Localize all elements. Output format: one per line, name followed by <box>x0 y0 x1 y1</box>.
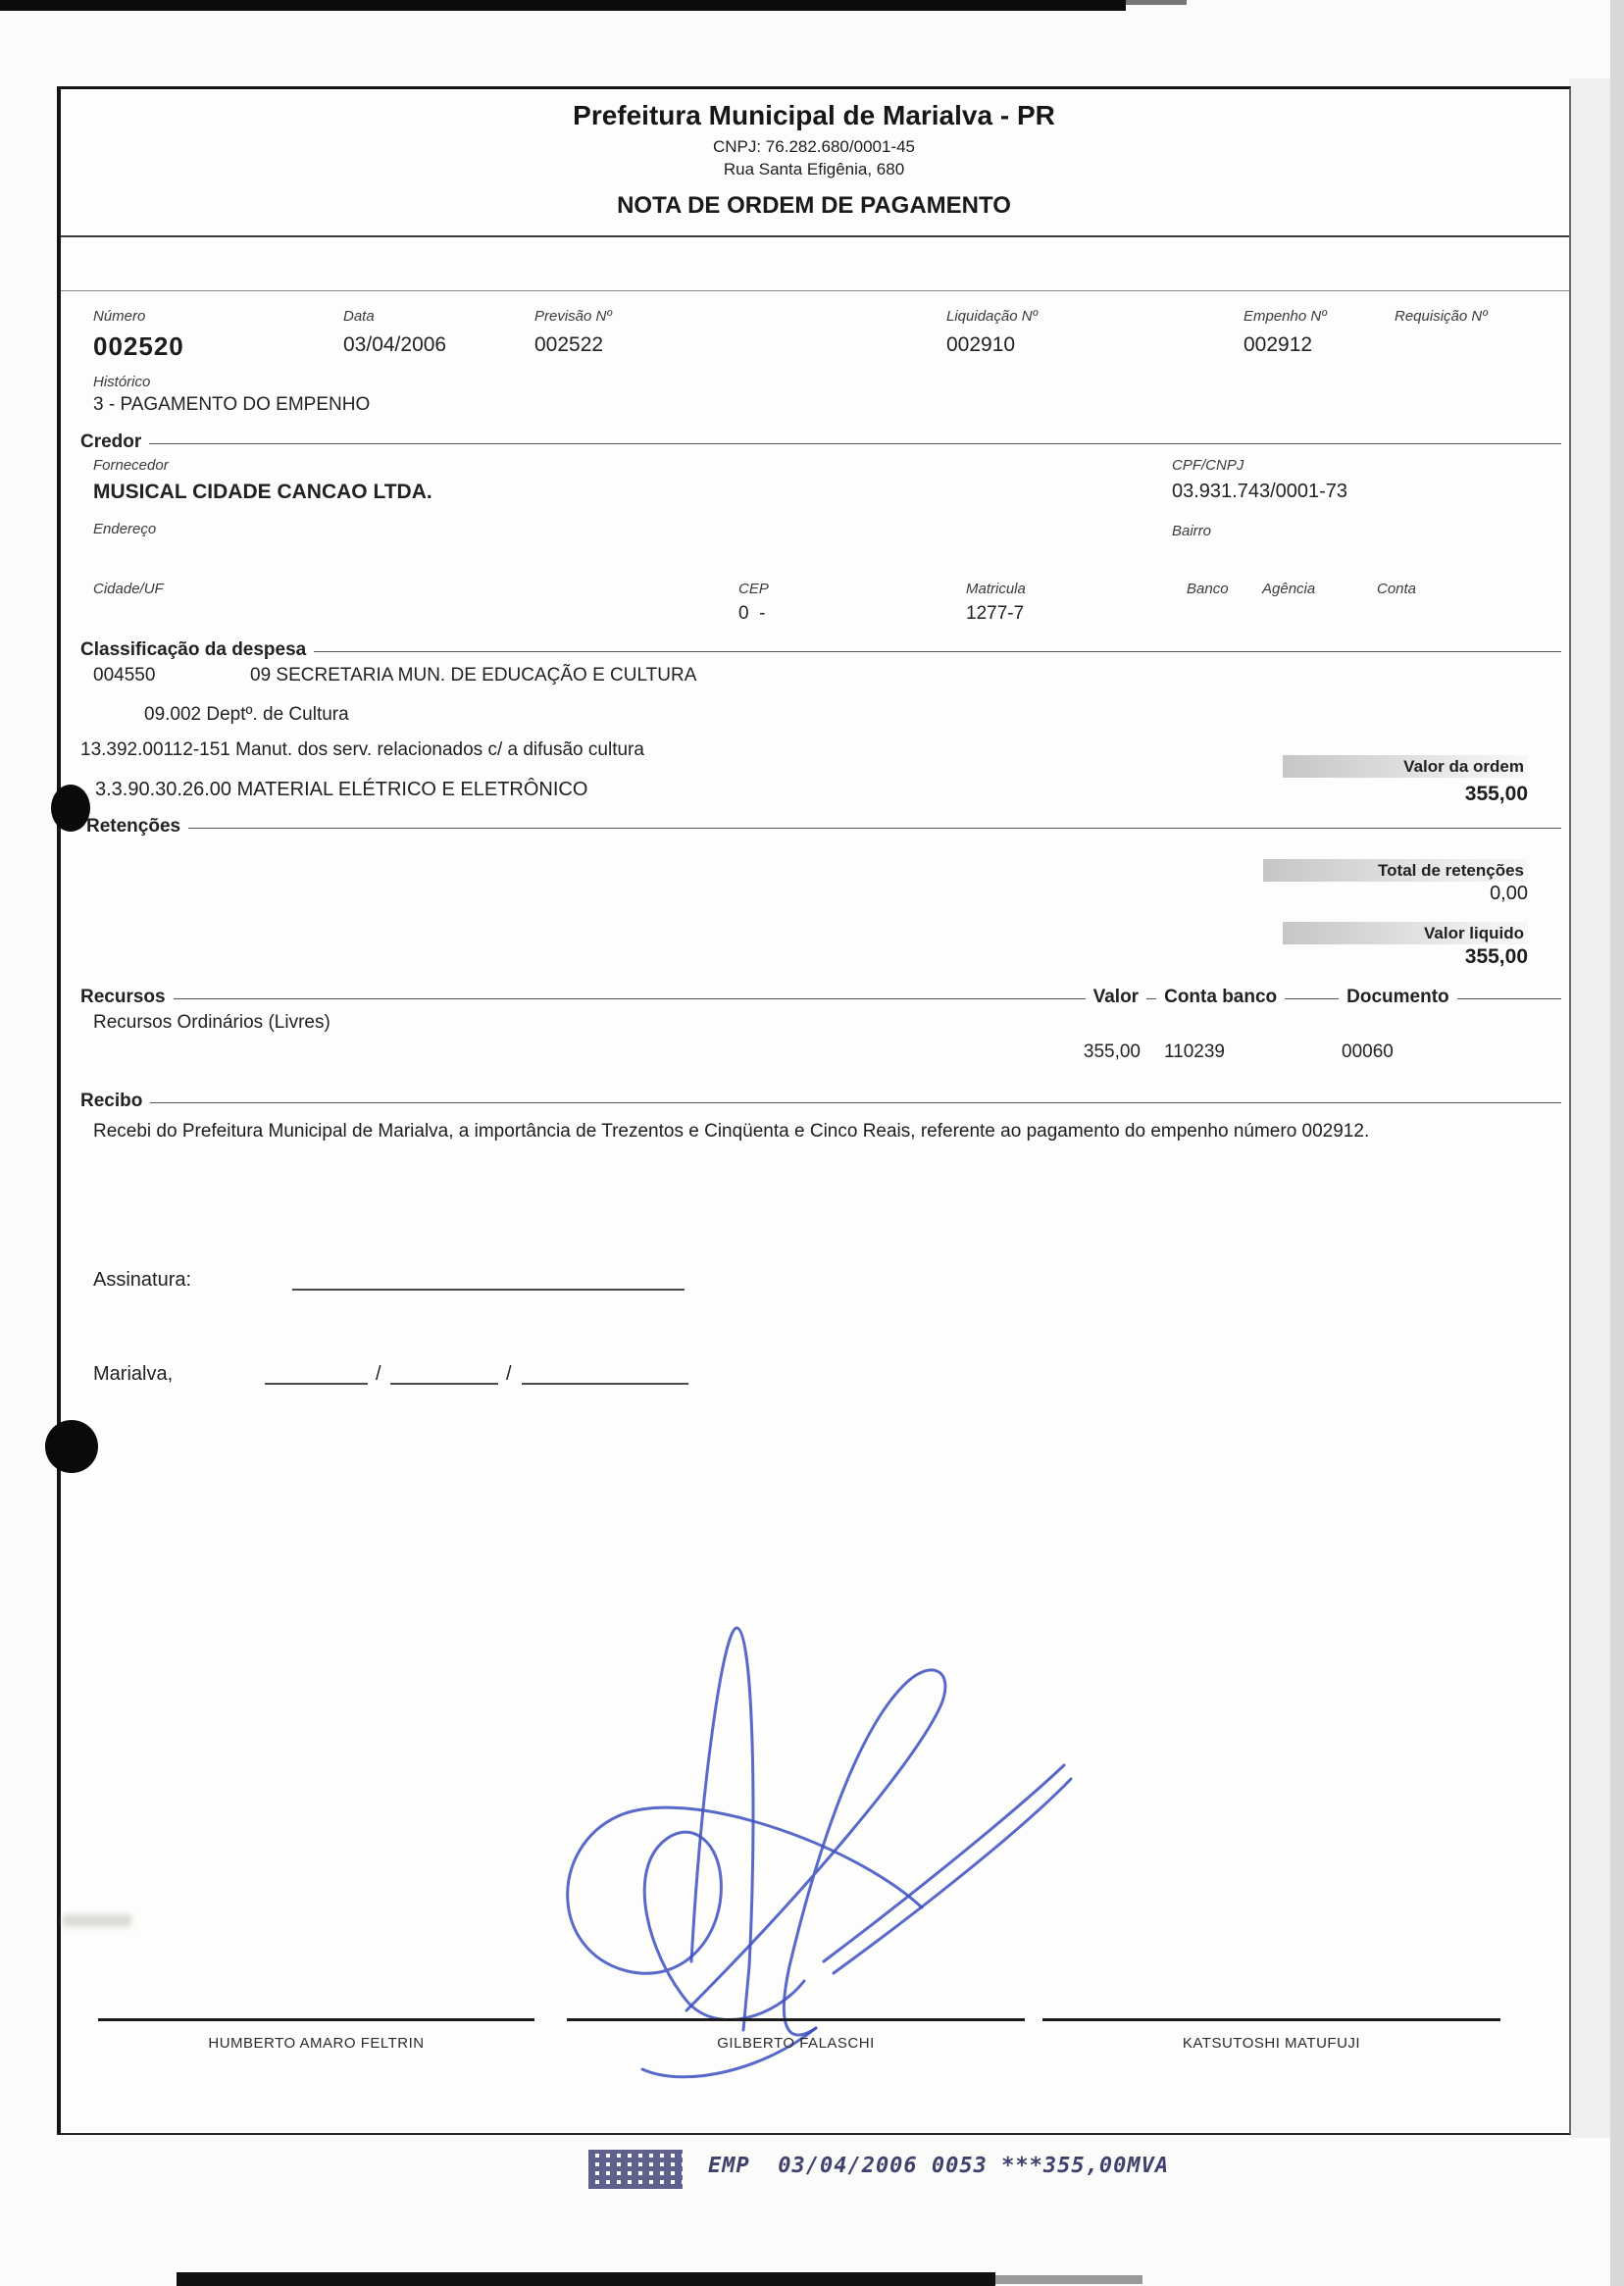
document-title: NOTA DE ORDEM DE PAGAMENTO <box>617 192 1011 219</box>
recursos-rule-2 <box>1146 998 1156 999</box>
classificacao-rule <box>314 651 1561 652</box>
classificacao-orgao: 09 SECRETARIA MUN. DE EDUCAÇÃO E CULTURA <box>250 665 697 686</box>
data-blank-1 <box>265 1365 368 1385</box>
recursos-documento: 00060 <box>1342 1041 1394 1062</box>
bairro-label: Bairro <box>1172 523 1212 539</box>
recursos-section <box>80 987 1561 1008</box>
info-rule <box>61 290 1569 291</box>
valor-ordem-value: 355,00 <box>1464 783 1528 805</box>
header-rule <box>61 235 1569 237</box>
recursos-rule-4 <box>1457 998 1561 999</box>
pen-signature <box>471 1608 1118 2079</box>
classificacao-unidade: 09.002 Deptº. de Cultura <box>144 704 349 725</box>
scan-bottom-strip <box>177 2272 995 2286</box>
credor-rule <box>149 443 1561 444</box>
org-address: Rua Santa Efigênia, 680 <box>723 160 905 178</box>
valor-ordem-label: Valor da ordem <box>1403 756 1524 776</box>
numero-value: 002520 <box>93 331 184 361</box>
signature-stroke <box>824 1765 1071 1973</box>
retencoes-section-label: Retenções <box>86 816 181 837</box>
data-blank-2 <box>390 1365 498 1385</box>
recursos-section-label: Recursos <box>80 987 166 1007</box>
cpf-value: 03.931.743/0001-73 <box>1172 481 1348 502</box>
scan-edge-band <box>1610 0 1624 2286</box>
classificacao-section-label: Classificação da despesa <box>80 639 307 660</box>
recibo-section-label: Recibo <box>80 1091 143 1111</box>
scan-bottom-strip-2 <box>995 2275 1142 2284</box>
cidade-label: Cidade/UF <box>93 581 164 597</box>
classificacao-section <box>80 639 1561 661</box>
signature-stroke <box>686 1670 945 2035</box>
recursos-rule-1 <box>174 998 1086 999</box>
data-value: 03/04/2006 <box>343 333 447 356</box>
matricula-label: Matricula <box>966 581 1026 597</box>
signature-line-2 <box>567 2018 1025 2021</box>
historico-label: Histórico <box>93 374 151 390</box>
recursos-col-documento: Documento <box>1346 987 1449 1007</box>
classificacao-codigo: 004550 <box>93 665 156 686</box>
signer-name-1: HUMBERTO AMARO FELTRIN <box>208 2035 425 2052</box>
cpf-label: CPF/CNPJ <box>1172 457 1244 474</box>
classificacao-funcional: 13.392.00112-151 Manut. dos serv. relacionados c/ a difusão cultura <box>80 739 644 760</box>
scan-top-strip-2 <box>1126 0 1187 5</box>
endereco-label: Endereço <box>93 521 157 537</box>
numero-label: Número <box>93 308 146 325</box>
requisicao-label: Requisição Nº <box>1395 308 1488 325</box>
cep-value: 0 - <box>738 603 766 624</box>
stamp-text: EMP 03/04/2006 0053 ***355,00MVA <box>708 2154 1170 2178</box>
total-retencoes-value: 0,00 <box>1490 883 1528 904</box>
assinatura-label: Assinatura: <box>93 1269 192 1291</box>
recursos-col-valor: Valor <box>1092 987 1140 1007</box>
recursos-valor: 355,00 <box>1083 1041 1141 1062</box>
banco-label: Banco <box>1187 581 1229 597</box>
data-slash-1: / <box>376 1363 381 1385</box>
recursos-col-conta: Conta banco <box>1164 987 1278 1007</box>
total-retencoes-labelbar <box>1263 859 1528 882</box>
signature-stroke <box>691 1628 753 2030</box>
fornecedor-label: Fornecedor <box>93 457 169 474</box>
empenho-label: Empenho Nº <box>1243 308 1327 325</box>
signature-line-3 <box>1042 2018 1500 2021</box>
previsao-label: Previsão Nº <box>534 308 612 325</box>
signature-line-1 <box>98 2018 534 2021</box>
signer-name-3: KATSUTOSHI MATUFUJI <box>1182 2035 1361 2052</box>
scan-top-strip <box>0 0 1126 11</box>
valor-ordem-labelbar <box>1283 755 1528 778</box>
local-label: Marialva, <box>93 1363 174 1385</box>
liquidacao-value: 002910 <box>946 333 1016 356</box>
recursos-conta: 110239 <box>1164 1041 1225 1062</box>
total-retencoes-label: Total de retenções <box>1378 860 1524 880</box>
credor-section-label: Credor <box>80 432 142 452</box>
recursos-rule-3 <box>1285 998 1339 999</box>
historico-value: 3 - PAGAMENTO DO EMPENHO <box>93 394 371 415</box>
scan-edge-shade <box>1569 78 1610 2138</box>
conta-label: Conta <box>1377 581 1417 597</box>
recibo-section <box>80 1091 1561 1112</box>
org-title: Prefeitura Municipal de Marialva - PR <box>573 100 1055 130</box>
valor-liquido-value: 355,00 <box>1464 945 1528 968</box>
signer-name-2: GILBERTO FALASCHI <box>717 2035 875 2052</box>
empenho-value: 002912 <box>1243 333 1313 356</box>
signature-stroke <box>568 1807 922 2019</box>
recursos-nome: Recursos Ordinários (Livres) <box>93 1012 330 1033</box>
liquidacao-label: Liquidação Nº <box>946 308 1039 325</box>
data-blank-3 <box>522 1365 688 1385</box>
faint-smudge <box>63 1914 131 1927</box>
data-label: Data <box>343 308 375 325</box>
assinatura-blank-line <box>292 1271 685 1291</box>
cep-label: CEP <box>738 581 769 597</box>
data-slash-2: / <box>506 1363 512 1385</box>
punch-hole-bottom <box>45 1420 98 1473</box>
stamp-logo-icon <box>588 2150 683 2189</box>
recibo-texto: Recebi do Prefeitura Municipal de Marialva, a importância de Trezentos e Cinqüenta e Cinco Reais, referente ao pagamento do empenho número 002912. <box>93 1121 1370 1142</box>
recibo-rule <box>150 1102 1561 1103</box>
classificacao-natureza: 3.3.90.30.26.00 MATERIAL ELÉTRICO E ELETRÔNICO <box>95 779 588 800</box>
retencoes-section <box>86 816 1561 838</box>
valor-liquido-labelbar <box>1283 922 1528 944</box>
punch-hole-top <box>51 785 90 832</box>
fornecedor-value: MUSICAL CIDADE CANCAO LTDA. <box>93 481 432 503</box>
credor-section <box>80 432 1561 453</box>
agencia-label: Agência <box>1262 581 1316 597</box>
previsao-value: 002522 <box>534 333 604 356</box>
org-cnpj: CNPJ: 76.282.680/0001-45 <box>712 137 916 156</box>
valor-liquido-label: Valor liquido <box>1423 923 1524 942</box>
retencoes-rule <box>188 828 1561 829</box>
matricula-value: 1277-7 <box>966 603 1025 624</box>
